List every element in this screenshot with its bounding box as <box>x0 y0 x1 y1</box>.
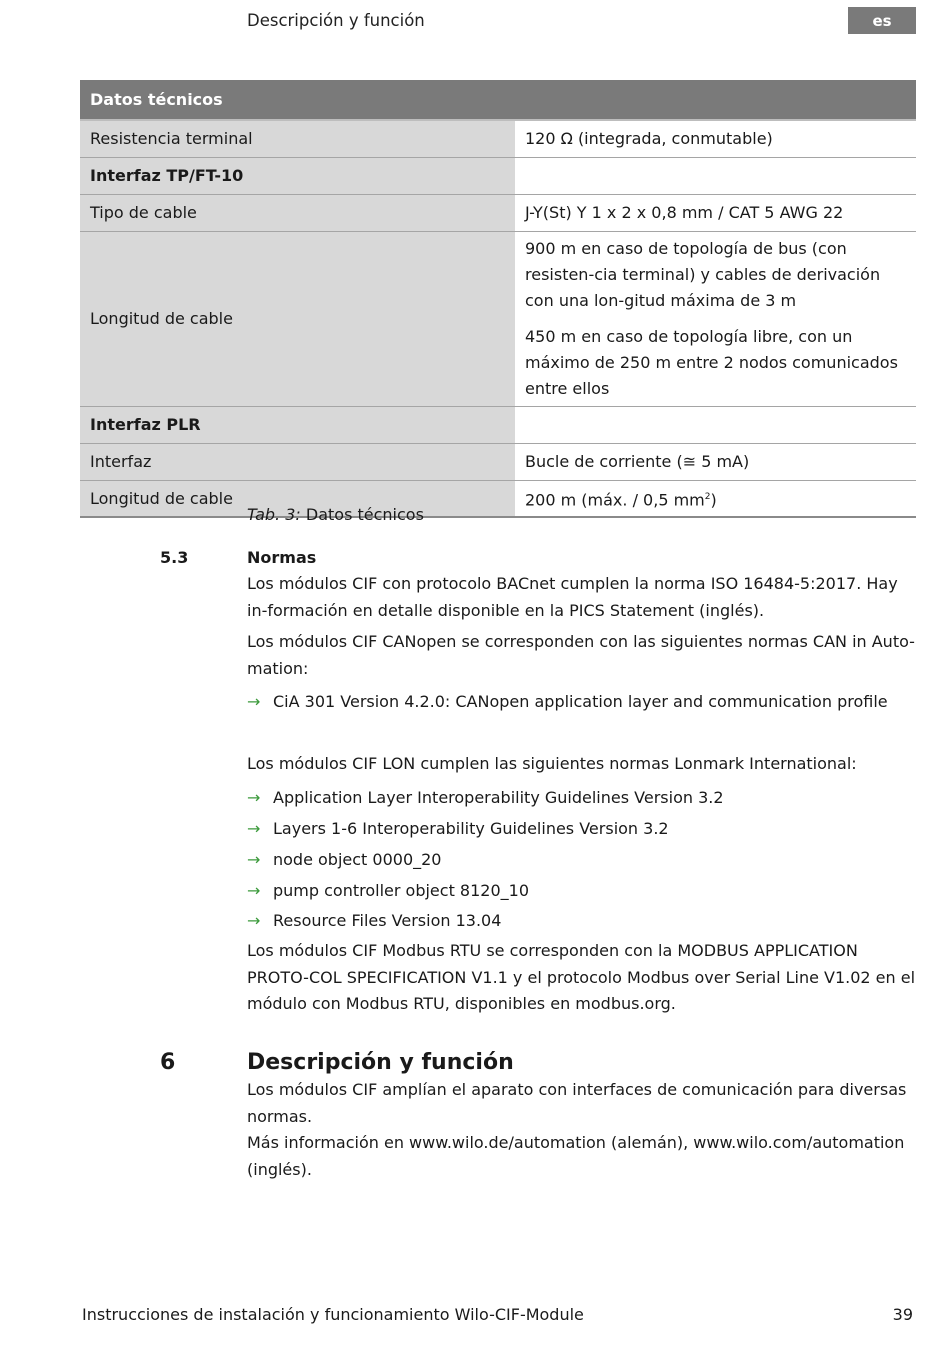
table-row <box>80 480 916 517</box>
row-value-text: 200 m (máx. / 0,5 mm <box>525 489 705 509</box>
superscript: 2 <box>704 491 711 502</box>
table-row <box>80 443 916 480</box>
arrow-right-icon: → <box>247 788 261 807</box>
list-item-text: Layers 1-6 Interoperability Guidelines Version 3.2 <box>273 819 669 838</box>
arrow-right-icon: → <box>247 911 261 930</box>
table-header-row <box>80 80 916 120</box>
table-row <box>80 406 916 443</box>
table-row <box>80 194 916 231</box>
row-value <box>515 157 916 194</box>
row-value-line: 900 m en caso de topología de bus (con resisten-cia terminal) y cables de derivación con una lon-gitud máxima de 3 m <box>525 238 881 310</box>
list-item-text: Resource Files Version 13.04 <box>273 911 502 930</box>
paragraph-more-info: Más información en www.wilo.de/automation (alemán), www.wilo.com/automation (inglés). <box>247 1133 905 1179</box>
paragraph-lon: Los módulos CIF LON cumplen las siguientes normas Lonmark International: <box>247 754 857 773</box>
table-caption <box>247 505 424 524</box>
row-value <box>515 406 916 443</box>
caption-label: Tab. 3: <box>247 505 301 524</box>
table-row <box>80 157 916 194</box>
table-heading: Datos técnicos <box>80 80 916 120</box>
arrow-right-icon: → <box>247 881 261 900</box>
row-value: Bucle de corriente (≅ 5 mA) <box>515 443 916 480</box>
arrow-right-icon: → <box>247 819 261 838</box>
row-value <box>515 231 916 406</box>
paragraph-canopen: Los módulos CIF CANopen se corresponden con las siguientes normas CAN in Auto-mation: <box>247 632 915 678</box>
table-row <box>80 231 916 406</box>
row-key: Longitud de cable <box>80 480 515 517</box>
row-value-text-end: ) <box>710 489 717 509</box>
arrow-right-icon: → <box>247 850 261 869</box>
chapter-title: Descripción y función <box>247 1050 514 1075</box>
running-head-title: Descripción y función <box>247 11 425 30</box>
list-item-text: node object 0000_20 <box>273 850 442 869</box>
list-item <box>247 819 669 838</box>
row-key-subheading: Interfaz PLR <box>80 406 515 443</box>
row-key: Resistencia terminal <box>80 120 515 157</box>
list-item-text: Application Layer Interoperability Guidelines Version 3.2 <box>273 788 724 807</box>
footer-page-number: 39 <box>892 1305 913 1324</box>
list-item <box>247 788 724 807</box>
arrow-right-icon: → <box>247 692 261 711</box>
paragraph-bacnet: Los módulos CIF con protocolo BACnet cumplen la norma ISO 16484-5:2017. Hay in-formación en detalle disponible en la PICS Statement (inglés). <box>247 574 898 620</box>
caption-text: Datos técnicos <box>300 505 424 524</box>
paragraph-description: Los módulos CIF amplían el aparato con interfaces de comunicación para diversas normas. <box>247 1080 907 1126</box>
row-value-line: 450 m en caso de topología libre, con un máximo de 250 m entre 2 nodos comunicados entre ellos <box>525 326 898 398</box>
list-item-text: pump controller object 8120_10 <box>273 881 530 900</box>
paragraph-modbus: Los módulos CIF Modbus RTU se corresponden con la MODBUS APPLICATION PROTO-COL SPECIFICATION V1.1 y el protocolo Modbus over Serial Line V1.02 en el módulo con Modbus RTU, disponibles en modbus.org. <box>247 941 916 1013</box>
list-item <box>247 692 888 711</box>
section-number: 5.3 <box>160 548 189 567</box>
row-key: Longitud de cable <box>80 231 515 406</box>
list-item <box>247 850 441 869</box>
list-item <box>247 911 501 930</box>
section-title: Normas <box>247 548 317 567</box>
chapter-number: 6 <box>160 1050 176 1075</box>
row-value <box>515 480 916 517</box>
language-badge: es <box>848 7 916 34</box>
list-item <box>247 881 529 900</box>
technical-data-table <box>80 80 916 518</box>
list-item-text: CiA 301 Version 4.2.0: CANopen application layer and communication profile <box>273 692 888 711</box>
row-key-subheading: Interfaz TP/FT-10 <box>80 157 515 194</box>
footer-document-title: Instrucciones de instalación y funcionamiento Wilo-CIF-Module <box>82 1305 584 1324</box>
table-row <box>80 120 916 157</box>
row-key: Tipo de cable <box>80 194 515 231</box>
row-value: 120 Ω (integrada, conmutable) <box>515 120 916 157</box>
row-value: J-Y(St) Y 1 x 2 x 0,8 mm / CAT 5 AWG 22 <box>515 194 916 231</box>
row-key: Interfaz <box>80 443 515 480</box>
